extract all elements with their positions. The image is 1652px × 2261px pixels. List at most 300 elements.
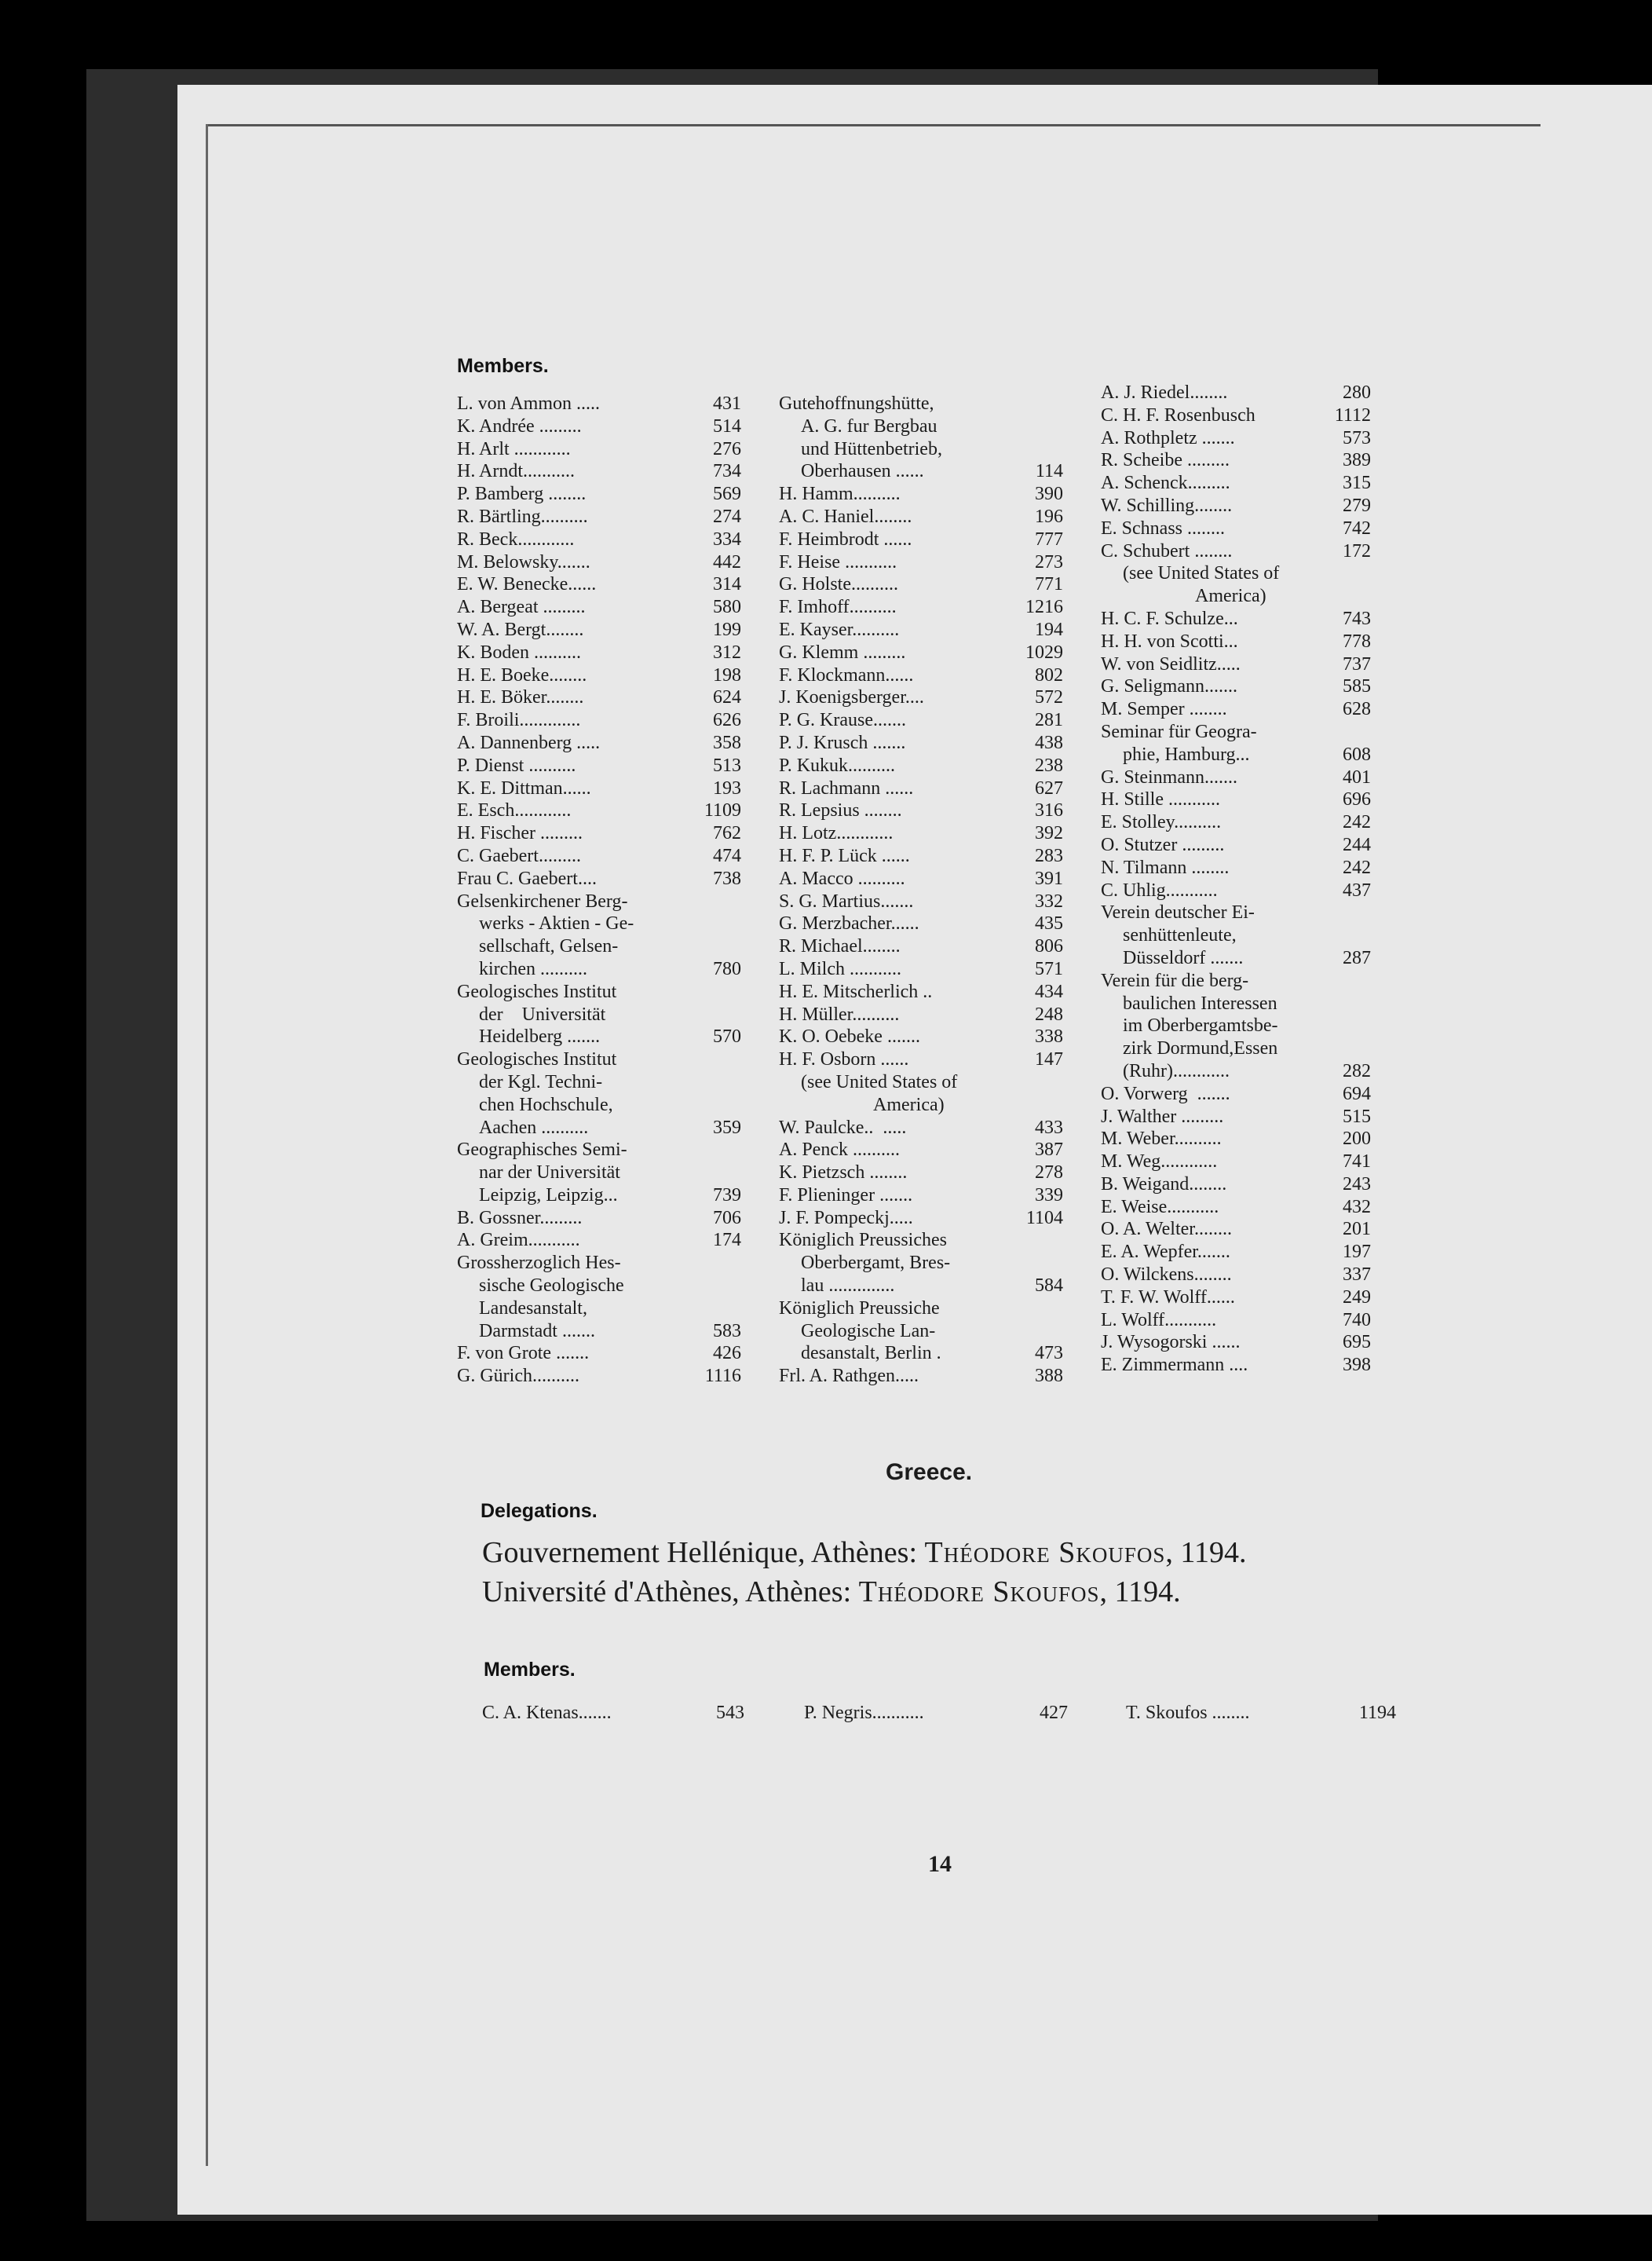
member-entry [1101,562,1371,585]
member-name: B. Gossner......... [457,1207,583,1228]
member-number: 392 [1035,823,1063,844]
member-name: K. Andrée ......... [457,415,582,437]
member-entry [779,777,1063,800]
member-number: 580 [713,597,741,618]
member-number: 199 [713,619,741,640]
member-entry [1101,540,1371,563]
member-entry [457,438,741,461]
member-name: und Hüttenbetrieb, [801,438,942,459]
member-name: Düsseldorf ....... [1123,947,1244,968]
member-entry [1101,585,1371,608]
member-entry [457,1342,741,1365]
member-number [694,1252,741,1275]
member-name: H. Müller.......... [779,1004,900,1025]
member-name: E. Weise........... [1101,1196,1219,1217]
member-number: 515 [1343,1106,1371,1127]
member-name: F. von Grote ....... [457,1343,590,1364]
member-entry [457,777,741,800]
member-entry [457,868,741,891]
member-number: 193 [713,777,741,799]
member-entry [457,935,741,958]
member-number: 249 [1343,1286,1371,1308]
member-number [694,891,741,913]
member-number: 287 [1343,947,1371,968]
member-name: O. Vorwerg ....... [1101,1083,1230,1104]
member-entry [457,596,741,619]
member-entry [457,415,741,438]
member-name: Königlich Preussiche [779,1297,940,1319]
member-number: 278 [1035,1162,1063,1184]
member-entry [457,664,741,687]
member-name: Grossherzoglich Hes- [457,1253,621,1274]
member-number: 242 [1343,857,1371,878]
member-number [694,981,741,1004]
member-name: Verein deutscher Ei- [1101,902,1255,924]
member-number: 391 [1035,868,1063,889]
member-entry [779,1004,1063,1026]
member-name: E. W. Benecke...... [457,574,597,595]
member-name: (see United States of [1123,563,1280,584]
member-number: 434 [1035,981,1063,1002]
member-entry [1101,970,1371,993]
greece-members-label: Members. [484,1659,576,1681]
member-name: H. Lotz............ [779,823,894,844]
member-entry [1101,653,1371,676]
member-number: 585 [1343,676,1371,697]
member-number: 696 [1343,789,1371,810]
member-entry [779,891,1063,913]
member-name: T. F. W. Wolff...... [1101,1286,1235,1308]
member-name: Heidelberg ....... [479,1026,601,1048]
member-entry [779,642,1063,664]
member-number: 244 [1343,834,1371,855]
greece-delegations-label: Delegations. [481,1500,598,1522]
member-entry [457,1207,741,1230]
member-name: Königlich Preussiches [779,1230,947,1251]
greek-member [482,1703,744,1724]
member-number: 401 [1343,766,1371,788]
member-name: H. H. von Scotti... [1101,631,1238,652]
member-number [1324,562,1371,585]
member-number [1324,721,1371,744]
member-number [1324,924,1371,947]
member-name: G. Holste.......... [779,574,898,595]
member-number: 281 [1035,710,1063,731]
member-name: R. Scheibe ......... [1101,450,1230,471]
member-entry [1101,857,1371,880]
member-entry [779,438,1063,461]
member-number: 427 [1040,1703,1068,1723]
member-number: 695 [1343,1332,1371,1353]
member-number: 802 [1035,664,1063,686]
member-number: 572 [1035,687,1063,708]
member-number: 282 [1343,1060,1371,1081]
member-entry [779,732,1063,755]
member-name: K. E. Dittman...... [457,777,591,799]
member-name: W. Schilling........ [1101,495,1233,516]
germany-members-label: Members. [457,355,549,377]
member-number: 571 [1035,958,1063,979]
delegation-2-institution: Université d'Athènes, Athènes: [482,1575,852,1608]
member-number: 194 [1035,619,1063,640]
member-number [694,1071,741,1094]
member-number [694,1275,741,1297]
member-name: O. Stutzer ......... [1101,834,1225,855]
member-entry [779,529,1063,551]
member-entry [457,506,741,529]
member-number: 778 [1343,631,1371,652]
member-entry [1101,1309,1371,1332]
member-name: P. G. Krause....... [779,710,906,731]
member-number [694,1162,741,1184]
member-name: im Oberbergamtsbe- [1123,1015,1278,1037]
member-entry [779,573,1063,596]
member-entry [1101,811,1371,834]
member-entry [779,868,1063,891]
member-number: 442 [713,551,741,573]
member-number: 172 [1343,540,1371,562]
member-name: H. F. P. Lück ...... [779,845,910,866]
member-name: A. Penck .......... [779,1140,900,1161]
member-name: G. Gürich.......... [457,1366,579,1387]
delegation-2-delegate: Théodore Skoufos [858,1575,1100,1608]
member-entry [779,755,1063,777]
member-number: 513 [713,755,741,776]
member-number: 626 [713,710,741,731]
member-entry [779,913,1063,935]
member-name: A. Bergeat ......... [457,597,586,618]
member-number: 694 [1343,1083,1371,1104]
member-name: H. Stille ........... [1101,789,1221,810]
member-name: R. Michael........ [779,936,901,957]
member-number: 543 [716,1703,744,1723]
member-entry [1101,993,1371,1015]
member-entry [1101,1264,1371,1286]
member-entry [779,1026,1063,1048]
member-entry [779,709,1063,732]
member-name: R. Lachmann ...... [779,777,914,799]
member-name: L. Wolff........... [1101,1309,1217,1330]
member-entry [779,460,1063,483]
member-entry [1101,834,1371,857]
member-entry [779,551,1063,574]
member-entry [1101,1015,1371,1037]
member-entry [457,1004,741,1026]
member-entry [457,799,741,822]
member-number: 339 [1035,1184,1063,1206]
member-name: Leipzig, Leipzig... [479,1184,618,1206]
member-name: Landesanstalt, [479,1297,587,1319]
member-number [1016,1297,1063,1320]
member-number: 1109 [704,800,741,821]
member-entry [779,958,1063,981]
member-number: 337 [1343,1264,1371,1286]
member-number: 315 [1343,473,1371,494]
member-number: 738 [713,868,741,889]
member-number: 201 [1343,1219,1371,1240]
member-number [1016,1071,1063,1094]
member-number: 242 [1343,812,1371,833]
member-number [1016,415,1063,438]
member-entry [779,1229,1063,1252]
member-number [1016,1229,1063,1252]
member-name: R. Lepsius ........ [779,800,902,821]
member-name: N. Tilmann ........ [1101,857,1230,878]
member-entry [457,686,741,709]
member-entry [457,1026,741,1048]
member-number: 570 [713,1026,741,1048]
member-number: 624 [713,687,741,708]
member-name: C. A. Ktenas....... [482,1703,612,1723]
member-entry [779,1184,1063,1207]
member-number: 1216 [1025,597,1063,618]
member-number: 338 [1035,1026,1063,1048]
member-number: 432 [1343,1196,1371,1217]
member-number [694,935,741,958]
member-entry [779,845,1063,868]
member-entry [1101,788,1371,811]
member-entry [779,981,1063,1004]
member-entry [457,1365,741,1388]
member-entry [1101,675,1371,698]
member-number: 573 [1343,427,1371,448]
member-name: der Universität [479,1004,606,1025]
member-entry [1101,427,1371,450]
member-name: T. Skoufos ........ [1126,1703,1250,1723]
member-number: 248 [1035,1004,1063,1025]
member-name: P. J. Krusch ....... [779,732,906,753]
member-number: 314 [713,574,741,595]
member-entry [1101,608,1371,631]
member-name: M. Weg............ [1101,1151,1218,1173]
member-entry [779,799,1063,822]
member-name: Aachen .......... [479,1117,589,1138]
delegation-2-number: , 1194. [1099,1575,1181,1608]
member-entry [1101,1196,1371,1219]
member-entry [1101,1354,1371,1377]
member-entry [457,981,741,1004]
member-name: H. Arndt........... [457,461,575,482]
member-entry [779,415,1063,438]
member-number: 276 [713,438,741,459]
member-number: 273 [1035,551,1063,573]
member-entry [457,619,741,642]
member-name: Oberhausen ...... [801,461,924,482]
member-entry [457,1184,741,1207]
member-number: 762 [713,823,741,844]
member-entry [1101,947,1371,970]
member-number: 431 [713,393,741,414]
member-number: 174 [713,1230,741,1251]
member-name: der Kgl. Techni- [479,1071,603,1092]
member-entry [457,913,741,935]
member-entry [457,1252,741,1275]
member-entry [457,755,741,777]
member-number: 734 [713,461,741,482]
member-number: 1116 [704,1366,741,1387]
member-number [1324,1015,1371,1037]
member-entry [779,1342,1063,1365]
member-entry [457,393,741,415]
member-name: H. Hamm.......... [779,484,901,505]
member-entry [1101,631,1371,653]
member-number [1324,993,1371,1015]
member-number [1016,1320,1063,1343]
member-number: 737 [1343,653,1371,675]
member-entry [779,686,1063,709]
member-number: 583 [713,1320,741,1341]
member-entry [457,958,741,981]
member-entry [1101,449,1371,472]
member-entry [779,1071,1063,1094]
member-name: A. J. Riedel........ [1101,382,1228,403]
member-entry [779,1365,1063,1388]
member-number: 198 [713,664,741,686]
member-number: 390 [1035,484,1063,505]
member-name: H. E. Boeke........ [457,664,587,686]
member-number [1324,902,1371,924]
member-entry [779,1139,1063,1162]
member-name: (see United States of [801,1071,958,1092]
member-entry [457,1071,741,1094]
country-heading-greece: Greece. [886,1459,973,1485]
member-number [694,1094,741,1117]
member-name: B. Weigand........ [1101,1173,1227,1195]
member-entry [457,1297,741,1320]
member-name: Gutehoffnungshütte, [779,393,934,414]
member-entry [779,596,1063,619]
member-number: 274 [713,506,741,527]
member-number: 438 [1035,732,1063,753]
member-name: A. Dannenberg ..... [457,732,601,753]
member-name: H. E. Mitscherlich .. [779,981,933,1002]
member-entry [457,1275,741,1297]
member-entry [457,460,741,483]
member-number [694,1048,741,1071]
delegation-1-delegate: Théodore Skoufos [924,1536,1166,1569]
member-name: H. Fischer ......... [457,823,583,844]
member-name: H. F. Osborn ...... [779,1049,909,1070]
members-column-1 [457,393,741,1388]
member-number: 433 [1035,1117,1063,1138]
member-name: M. Weber.......... [1101,1129,1222,1150]
member-entry [1101,1286,1371,1309]
member-number [1016,438,1063,461]
member-number: 584 [1035,1275,1063,1297]
member-entry [457,1048,741,1071]
member-entry [1101,382,1371,404]
member-name: H. E. Böker........ [457,687,584,708]
member-entry [1101,1037,1371,1060]
member-name: nar der Universität [479,1162,620,1184]
member-number: 196 [1035,506,1063,527]
member-name: lau .............. [801,1275,895,1297]
member-name: P. Dienst .......... [457,755,576,776]
member-entry [457,573,741,596]
member-entry [457,822,741,845]
member-name: G. Merzbacher...... [779,913,919,935]
member-entry [1101,698,1371,721]
member-name: Oberbergamt, Bres- [801,1253,951,1274]
member-name: F. Plieninger ....... [779,1184,913,1206]
member-name: L. Milch ........... [779,958,901,979]
member-number: 1194 [1358,1703,1396,1723]
member-entry [1101,1173,1371,1196]
member-number: 359 [713,1117,741,1138]
member-name: Darmstadt ....... [479,1320,595,1341]
member-name: K. O. Oebeke ....... [779,1026,920,1048]
member-number: 706 [713,1207,741,1228]
member-entry [1101,495,1371,518]
member-entry [457,483,741,506]
member-entry [1101,1241,1371,1264]
member-name: desanstalt, Berlin . [801,1343,941,1364]
member-name: A. Greim........... [457,1230,580,1251]
member-number [1016,1094,1063,1117]
member-entry [1101,1083,1371,1106]
member-entry [1101,1060,1371,1083]
member-entry [457,891,741,913]
member-number: 1104 [1025,1207,1063,1228]
members-column-3 [1101,382,1371,1377]
member-entry [457,1320,741,1343]
member-number [694,1139,741,1162]
member-name: werks - Aktien - Ge- [479,913,634,935]
member-entry [457,529,741,551]
member-name: senhüttenleute, [1123,925,1237,946]
member-number: 514 [713,415,741,437]
page-top-rule [206,124,1541,126]
member-number: 283 [1035,845,1063,866]
member-name: F. Imhoff.......... [779,597,897,618]
member-entry [457,642,741,664]
member-entry [1101,744,1371,766]
member-name: G. Steinmann....... [1101,766,1237,788]
member-name: J. F. Pompeckj..... [779,1207,913,1228]
member-name: L. von Ammon ..... [457,393,601,414]
member-name: F. Broili............. [457,710,581,731]
member-number [1324,970,1371,993]
member-number: 316 [1035,800,1063,821]
member-number: 740 [1343,1309,1371,1330]
member-name: sische Geologische [479,1275,624,1297]
member-name: P. Bamberg ........ [457,484,587,505]
member-number: 437 [1343,880,1371,901]
member-entry [457,709,741,732]
member-number: 743 [1343,608,1371,629]
member-entry [457,1117,741,1140]
greek-member [1126,1703,1396,1724]
member-name: S. G. Martius....... [779,891,914,912]
member-name: A. Schenck......... [1101,473,1230,494]
member-name: G. Klemm ......... [779,642,906,663]
delegation-line-2 [482,1575,1181,1609]
member-name: E. Stolley.......... [1101,812,1222,833]
delegation-1-institution: Gouvernement Hellénique, Athènes: [482,1536,918,1569]
member-name: F. Heise ........... [779,551,897,573]
member-number: 1029 [1025,642,1063,663]
member-name: Geologisches Institut [457,1049,617,1070]
member-entry [457,845,741,868]
member-entry [1101,902,1371,924]
member-number: 627 [1035,777,1063,799]
member-entry [779,483,1063,506]
member-name: E. Kayser.......... [779,619,900,640]
member-number: 147 [1035,1049,1063,1070]
member-number: 358 [713,732,741,753]
member-number: 569 [713,484,741,505]
member-entry [1101,404,1371,427]
